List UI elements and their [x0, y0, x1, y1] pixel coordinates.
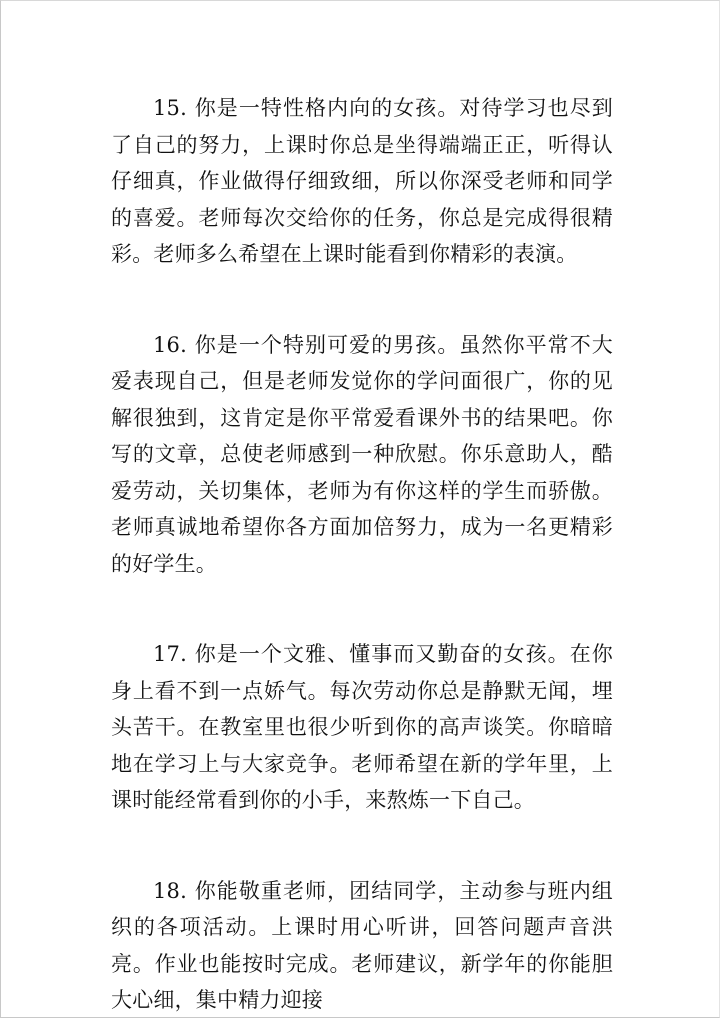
paragraph-text: 你能敬重老师，团结同学，主动参与班内组织的各项活动。上课时用心听讲，回答问题声音洪亮。作业也能按时完成。老师建议，新学年的你能胆大心细，集中精力迎接 [111, 878, 613, 1012]
paragraph-18 [111, 873, 613, 1019]
paragraph-number: 17. [153, 642, 187, 666]
paragraph-number: 15. [153, 96, 187, 120]
paragraph-text: 你是一特性格内向的女孩。对待学习也尽到了自己的努力，上课时你总是坐得端端正正，听得认仔细真，作业做得仔细致细，所以你深受老师和同学的喜爱。老师每次交给你的任务，你总是完成得很精彩。老师多么希望在上课时能看到你精彩的表演。 [111, 96, 613, 266]
document-body [111, 90, 613, 1019]
paragraph-number: 16. [153, 332, 187, 357]
paragraph-text: 你是一个文雅、懂事而又勤奋的女孩。在你身上看不到一点娇气。每次劳动你总是静默无闻，埋头苦干。在教室里也很少听到你的高声谈笑。你暗暗地在学习上与大家竞争。老师希望在新的学年里，上课时能经常看到你的小手，来熬炼一下自己。 [111, 642, 613, 812]
paragraph-16 [111, 327, 613, 583]
paragraph-17 [111, 636, 613, 819]
paragraph-number: 18. [153, 878, 187, 903]
paragraph-15 [111, 90, 613, 273]
paragraph-text: 你是一个特别可爱的男孩。虽然你平常不大爱表现自己，但是老师发觉你的学问面很广，你的见解很独到，这肯定是你平常爱看课外书的结果吧。你写的文章，总使老师感到一种欣慰。你乐意助人，酷爱劳动，关切集体，老师为有你这样的学生而骄傲。老师真诚地希望你各方面加倍努力，成为一名更精彩的好学生。 [111, 332, 613, 576]
